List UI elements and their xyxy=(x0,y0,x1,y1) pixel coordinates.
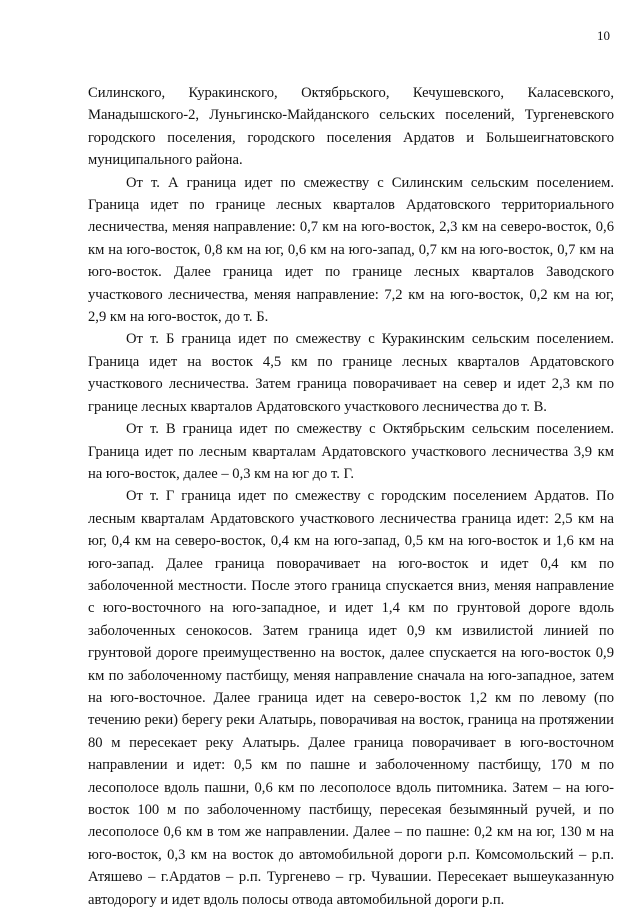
page-number: 10 xyxy=(597,28,610,43)
paragraph-point-a: От т. А граница идет по смежеству с Силинским сельским поселением. Граница идет по границе лесных кварталов Ардатовского территориального лесничества, меняя направление: 0,7 км на юго-восток, 2,3 км на северо-восток, 0,6 км на юго-восток, 0,8 км на юг, 0,6 км на юго-запад, 0,7 км на юго-восток, 0,7 км на юго-восток. Далее граница идет по границе лесных кварталов Заводского участкового лесничества, меняя направление: 7,2 км на юго-восток, 0,2 км на юг, 2,9 км на юго-восток, до т. Б. xyxy=(88,174,614,326)
paragraph-point-v: От т. В граница идет по смежеству с Октябрьским сельским поселением. Граница идет по лесным кварталам Ардатовского участкового лесничества 3,9 км на юго-восток, далее – 0,3 км на юг до т. Г. xyxy=(88,421,614,482)
paragraph-continuation: Силинского, Куракинского, Октябрьского, Кечушевского, Каласевского, Манадышского-2, Луньгинско-Майданского сельских поселений, Тургеневского городского поселения, городского поселения Ардатов и Большеигнатовского муниципального района. xyxy=(88,85,614,169)
paragraph-point-b: От т. Б граница идет по смежеству с Куракинским сельским поселением. Граница идет на восток 4,5 км по границе лесных кварталов Ардатовского участкового лесничества. Затем граница поворачивает на север и идет 2,3 км по границе лесных кварталов Ардатовского участкового лесничества до т. В. xyxy=(88,331,614,415)
document-body xyxy=(88,82,614,911)
paragraph-point-g: От т. Г граница идет по смежеству с городским поселением Ардатов. По лесным кварталам Ардатовского участкового лесничества граница идет: 2,5 км на юг, 0,4 км на северо-восток, 0,4 км на юго-запад, 0,5 км на юго-восток и 1,6 км на юго-запад. Далее граница поворачивает на юго-восток и идет 0,4 км по заболоченной местности. После этого граница спускается вниз, меняя направление с юго-восточного на юго-западное, и идет 1,4 км по грунтовой дороге вдоль заболоченных сенокосов. Затем граница идет 0,9 км извилистой линией по грунтовой дороге преимущественно на восток, далее спускается на юго-восток 0,9 км по заболоченному пастбищу, меняя направление сначала на юго-западное, затем на юго-восточное. Далее граница идет на северо-восток 1,2 км по левому (по течению реки) берегу реки Алатырь, поворачивая на восток, граница на протяжении 80 м пересекает реку Алатырь. Далее граница поворачивает в юго-восточном направлении и идет: 0,5 км по пашне и заболоченному пастбищу, 170 м по лесополосе вдоль пашни, 0,6 км по лесополосе вдоль питомника. Затем – на юго-восток 100 м по заболоченному пастбищу, пересекая безымянный ручей, и по лесополосе 0,6 км в том же направлении. Далее – по пашне: 0,2 км на юг, 130 м на юго-восток, 0,3 км на восток до автомобильной дороги р.п. Комсомольский – р.п. Атяшево – г.Ардатов – р.п. Тургенево – гр. Чувашии. Пересекает вышеуказанную автодорогу и идет вдоль полосы отвода автомобильной дороги р.п. xyxy=(88,488,614,908)
